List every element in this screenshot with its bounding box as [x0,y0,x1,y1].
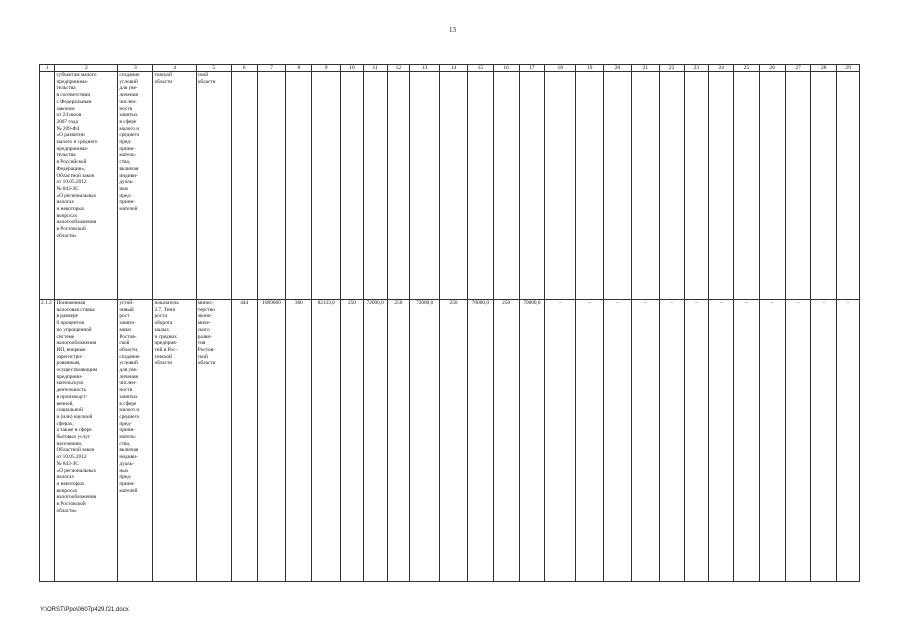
indicator-cell: показатель 2.7. Темп роста оборота малых и средних предприя- тий в Рос- товской области [153,300,196,582]
value-cell [759,72,785,300]
column-number: 25 [734,65,760,72]
column-number: 13 [410,65,440,72]
table-row [40,300,860,582]
value-cell: 72000,0 [410,300,440,582]
column-number: 3 [118,65,153,72]
measure-name-cell: Пониженная налоговая ставка в размере 0 процентов по упрощенной системе налогообложения ИП, впервые зарегистри- рованным, осуществляющим предприни- мательскую деятельность в производст- венной, социальной и (или) научной сферах, а также в сфере бытовых услуг населению, Областной закон от 10.05.2012 № 843-ЗС «О региональных налогах и некоторых вопросах налогообложения в Ростовской области» [55,300,118,582]
indicator-cell: товской области [153,72,196,300]
value-cell: 444 [231,300,257,582]
value-cell [440,72,468,300]
value-cell [257,72,286,300]
curator-cell: минис- терство эконо- миче- ского разви- тия Ростов- ской области [196,300,231,582]
table-row [40,72,860,300]
curator-cell: свой области [196,72,231,300]
column-number: 16 [493,65,519,72]
value-cell: – [659,300,684,582]
program-table [39,64,860,582]
value-cell [837,72,860,300]
value-cell [734,72,760,300]
value-cell [312,72,341,300]
column-number: 23 [684,65,709,72]
column-number: 11 [363,65,387,72]
column-number: 9 [312,65,341,72]
value-cell: – [759,300,785,582]
value-cell [684,72,709,300]
column-number: 19 [576,65,604,72]
value-cell: – [631,300,659,582]
value-cell [387,72,410,300]
page-number: 13 [449,26,456,34]
value-cell [709,72,734,300]
value-cell [659,72,684,300]
value-cell [631,72,659,300]
value-cell [493,72,519,300]
column-number: 14 [440,65,468,72]
column-number: 22 [659,65,684,72]
value-cell: 250 [341,300,364,582]
goal-cell: создание условий для уве- личения числен- ности занятых в сфере малого и среднего пред- прини- матель- ства, включая индиви- дуаль- ных пред- прини- мателей [118,72,153,300]
column-number: 29 [837,65,860,72]
column-number: 10 [341,65,364,72]
value-cell [811,72,837,300]
column-number: 1 [40,65,55,72]
value-cell [519,72,545,300]
column-number: 7 [257,65,286,72]
value-cell: – [576,300,604,582]
value-cell: 300 [286,300,312,582]
value-cell: 70000,0 [519,300,545,582]
value-cell: – [604,300,632,582]
value-cell: 70000,0 [467,300,493,582]
column-number: 21 [631,65,659,72]
column-number: 26 [759,65,785,72]
value-cell: – [709,300,734,582]
item-number-cell [40,72,55,300]
column-number: 8 [286,65,312,72]
column-number: 15 [467,65,493,72]
column-number-row [40,65,860,72]
value-cell: 1089060 [257,300,286,582]
value-cell: 82133,0 [312,300,341,582]
column-number: 2 [55,65,118,72]
column-number: 27 [785,65,811,72]
value-cell: – [545,300,576,582]
value-cell [363,72,387,300]
column-number: 24 [709,65,734,72]
value-cell: – [684,300,709,582]
value-cell: 250 [440,300,468,582]
value-cell: 250 [387,300,410,582]
column-number: 18 [545,65,576,72]
value-cell [410,72,440,300]
value-cell [576,72,604,300]
value-cell [604,72,632,300]
value-cell [467,72,493,300]
value-cell: 250 [493,300,519,582]
column-number: 12 [387,65,410,72]
value-cell: 72000,0 [363,300,387,582]
value-cell [231,72,257,300]
value-cell: – [811,300,837,582]
measure-name-cell: субъектам малого предпринима- тельства в соответствии с Федеральным законом от 24 июля 2007 года № 209-ФЗ «О развитии малого и среднего предпринима- тельства в Российской Федерации», Областной закон от 10.05.2012 № 843-ЗС «О региональных налогах и некоторых вопросах налогообложения в Ростовской области» [55,72,118,300]
value-cell [286,72,312,300]
column-number: 6 [231,65,257,72]
value-cell [545,72,576,300]
value-cell: – [734,300,760,582]
column-number: 20 [604,65,632,72]
column-number: 17 [519,65,545,72]
item-number-cell: 2.1.3 [40,300,55,582]
column-number: 4 [153,65,196,72]
column-number: 5 [196,65,231,72]
value-cell [341,72,364,300]
footer-file-path: Y:\ORST\Ppo\0607p429.f21.docx [40,607,129,613]
value-cell: – [837,300,860,582]
value-cell [785,72,811,300]
column-number: 28 [811,65,837,72]
goal-cell: устой- чивый рост занято- мики Ростов- ской области, создание условий для уве- личения числен- ности занятых в сфере малого и среднего пред- прини- матель- ства, включая индиви- дуаль- ных пред- прини- мателей [118,300,153,582]
value-cell: – [785,300,811,582]
